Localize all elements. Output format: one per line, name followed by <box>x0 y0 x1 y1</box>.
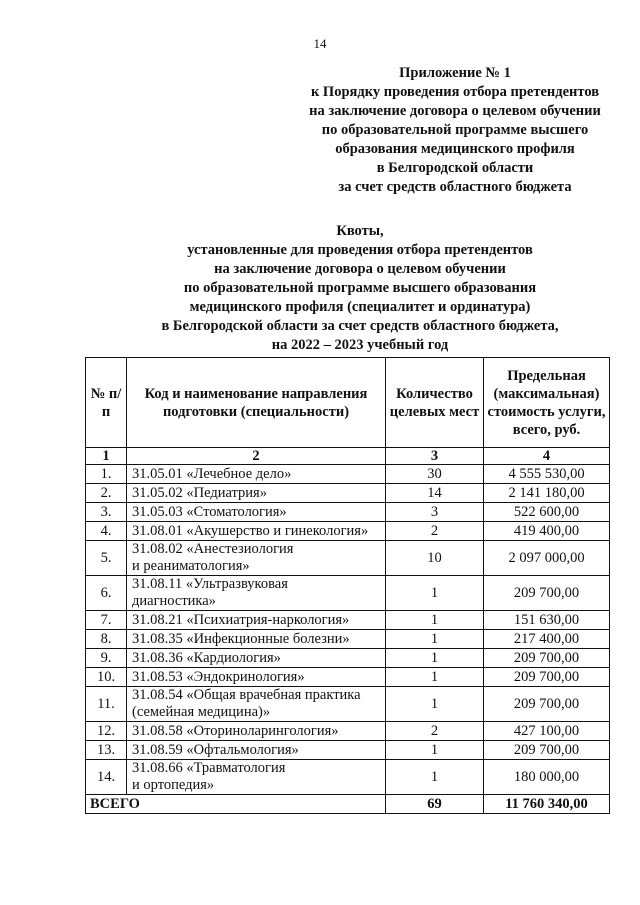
row-num: 7. <box>86 611 127 630</box>
total-label: ВСЕГО <box>86 795 386 814</box>
header-count: Количество целевых мест <box>386 358 484 448</box>
row-name <box>127 576 386 611</box>
row-name <box>127 611 386 630</box>
table-row <box>86 687 610 722</box>
row-name-line: и ортопедия» <box>132 777 215 793</box>
table-total-row <box>86 795 610 814</box>
row-name-line: 31.08.36 «Кардиология» <box>132 650 281 666</box>
row-name-line: 31.08.66 «Травматология <box>132 760 286 776</box>
row-num: 1. <box>86 465 127 484</box>
row-num: 14. <box>86 760 127 795</box>
title-line: на заключение договора о целевом обучении <box>214 261 506 277</box>
row-count: 2 <box>386 522 484 541</box>
table-row <box>86 576 610 611</box>
row-cost: 427 100,00 <box>484 722 610 741</box>
row-name <box>127 668 386 687</box>
row-count: 1 <box>386 760 484 795</box>
header-name: Код и наименование направления подготовки (специальности) <box>127 358 386 448</box>
row-name-line: 31.08.02 «Анестезиология <box>132 541 294 557</box>
row-name <box>127 649 386 668</box>
row-name-line: диагностика» <box>132 593 216 609</box>
row-name <box>127 630 386 649</box>
row-num: 8. <box>86 630 127 649</box>
row-name-line: 31.08.11 «Ультразвуковая <box>132 576 288 592</box>
row-count: 1 <box>386 576 484 611</box>
appendix-line: Приложение № 1 <box>399 65 511 81</box>
row-cost: 209 700,00 <box>484 576 610 611</box>
appendix-line: к Порядку проведения отбора претендентов <box>310 84 600 100</box>
header-cost: Предельная (максимальная) стоимость услуги, всего, руб. <box>484 358 610 448</box>
table-row <box>86 611 610 630</box>
row-cost: 209 700,00 <box>484 668 610 687</box>
row-count: 1 <box>386 687 484 722</box>
row-name-line: 31.05.03 «Стоматология» <box>132 504 287 520</box>
row-num: 9. <box>86 649 127 668</box>
table-row <box>86 741 610 760</box>
row-num: 2. <box>86 484 127 503</box>
row-count: 1 <box>386 630 484 649</box>
table-row <box>86 541 610 576</box>
row-name-line: 31.08.35 «Инфекционные болезни» <box>132 631 350 647</box>
title-line: на 2022 – 2023 учебный год <box>271 337 449 353</box>
row-name-line: 31.05.01 «Лечебное дело» <box>132 466 292 482</box>
row-cost: 180 000,00 <box>484 760 610 795</box>
row-name <box>127 722 386 741</box>
row-cost: 209 700,00 <box>484 741 610 760</box>
quota-table <box>85 357 610 814</box>
row-count: 14 <box>386 484 484 503</box>
index-cell: 3 <box>386 448 484 465</box>
row-name <box>127 465 386 484</box>
row-name-line: 31.08.01 «Акушерство и гинекология» <box>132 523 369 539</box>
index-cell: 1 <box>86 448 127 465</box>
row-num: 6. <box>86 576 127 611</box>
table-row <box>86 668 610 687</box>
table-row <box>86 465 610 484</box>
total-cost: 11 760 340,00 <box>484 795 610 814</box>
row-cost: 2 097 000,00 <box>484 541 610 576</box>
row-num: 12. <box>86 722 127 741</box>
document-title <box>100 222 620 355</box>
row-count: 3 <box>386 503 484 522</box>
appendix-line: по образовательной программе высшего <box>321 122 589 138</box>
row-name-line: (семейная медицина)» <box>132 704 271 720</box>
row-count: 1 <box>386 668 484 687</box>
row-num: 13. <box>86 741 127 760</box>
index-cell: 2 <box>127 448 386 465</box>
row-cost: 209 700,00 <box>484 687 610 722</box>
row-name <box>127 541 386 576</box>
row-num: 11. <box>86 687 127 722</box>
row-name-line: 31.08.58 «Оториноларингология» <box>132 723 339 739</box>
row-name <box>127 522 386 541</box>
table-row <box>86 649 610 668</box>
row-name-line: 31.08.53 «Эндокринология» <box>132 669 305 685</box>
appendix-line: в Белгородской области <box>376 160 534 176</box>
table-row <box>86 630 610 649</box>
row-name <box>127 503 386 522</box>
row-count: 10 <box>386 541 484 576</box>
table-row <box>86 760 610 795</box>
row-name-line: 31.08.21 «Психиатрия-наркология» <box>132 612 350 628</box>
table-header-row <box>86 358 610 448</box>
row-name-line: 31.08.59 «Офтальмология» <box>132 742 299 758</box>
row-num: 3. <box>86 503 127 522</box>
row-num: 5. <box>86 541 127 576</box>
table-row <box>86 522 610 541</box>
table-body <box>86 465 610 795</box>
row-num: 4. <box>86 522 127 541</box>
index-cell: 4 <box>484 448 610 465</box>
appendix-line: на заключение договора о целевом обучении <box>309 103 601 119</box>
row-name <box>127 484 386 503</box>
table-row <box>86 503 610 522</box>
row-count: 1 <box>386 611 484 630</box>
row-cost: 4 555 530,00 <box>484 465 610 484</box>
appendix-line: образования медицинского профиля <box>335 141 575 157</box>
row-name <box>127 741 386 760</box>
title-line: в Белгородской области за счет средств областного бюджета, <box>161 318 559 334</box>
row-cost: 2 141 180,00 <box>484 484 610 503</box>
appendix-header <box>296 64 614 197</box>
row-count: 30 <box>386 465 484 484</box>
total-count: 69 <box>386 795 484 814</box>
row-name-line: 31.05.02 «Педиатрия» <box>132 485 267 501</box>
row-name-line: и реаниматология» <box>132 558 250 574</box>
row-count: 1 <box>386 649 484 668</box>
row-name-line: 31.08.54 «Общая врачебная практика <box>132 687 361 703</box>
table-row <box>86 484 610 503</box>
row-count: 1 <box>386 741 484 760</box>
appendix-line: за счет средств областного бюджета <box>338 179 572 195</box>
title-line: Квоты, <box>336 223 384 239</box>
row-cost: 522 600,00 <box>484 503 610 522</box>
row-count: 2 <box>386 722 484 741</box>
title-line: установленные для проведения отбора претендентов <box>187 242 533 258</box>
row-cost: 419 400,00 <box>484 522 610 541</box>
table-row <box>86 722 610 741</box>
table-index-row <box>86 448 610 465</box>
row-name <box>127 760 386 795</box>
row-num: 10. <box>86 668 127 687</box>
title-line: медицинского профиля (специалитет и ординатура) <box>189 299 531 315</box>
row-cost: 209 700,00 <box>484 649 610 668</box>
header-num: № п/п <box>86 358 127 448</box>
row-name <box>127 687 386 722</box>
page-number: 14 <box>313 36 327 51</box>
row-cost: 151 630,00 <box>484 611 610 630</box>
row-cost: 217 400,00 <box>484 630 610 649</box>
title-line: по образовательной программе высшего образования <box>183 280 537 296</box>
